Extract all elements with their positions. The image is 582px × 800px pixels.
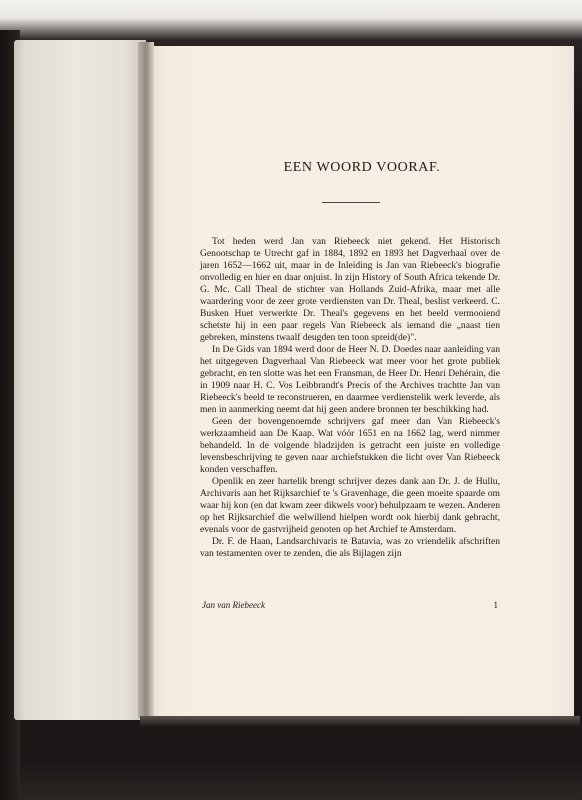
page-bottom-shadow bbox=[140, 716, 580, 726]
running-title: Jan van Riebeeck bbox=[202, 600, 265, 610]
paragraph: Tot heden werd Jan van Riebeeck niet gekend. Het Historisch Genootschap te Utrecht gaf in 1884, 1892 en 1893 het Dagverhaal over de jaren 1652—1662 uit, maar in de Inleiding is Jan van Riebeeck's biografie onvolledig en hier en daar onjuist. In zijn History of South Africa tekende Dr. G. Mc. Call Theal de stichter van Hollands Zuid-Afrika, maar met alle waardering voor de zeer grote verdiensten van Dr. Theal, beslist verkeerd. C. Busken Huet verwerkte Dr. Theal's gegevens en het beeld vermooiend schetste hij in een paar regels Van Riebeeck als iemand die „naast tien gebreken, minstens twaalf deugden ten toon spreid(de)". bbox=[200, 236, 500, 343]
body-text bbox=[200, 236, 500, 560]
paragraph: Dr. F. de Haan, Landsarchivaris te Batavia, was zo vriendelik afschriften van testamenten over te zenden, die als Bijlagen zijn bbox=[200, 536, 500, 559]
book-left-leaf bbox=[14, 40, 146, 720]
paragraph: In De Gids van 1894 werd door de Heer N. D. Doedes naar aanleiding van het uitgegeven Dagverhaal Van Riebeeck wat meer voor het grote publiek gebracht, en ten slotte was het een Fransman, de Heer Dr. Henri Dehérain, die in 1909 naar H. C. Vos Leibbrandt's Precis of the Archives trachtte Jan van Riebeeck's beeld te reconstrueren, en daarmee verdienstelik werk leverde, als men in aanmerking neemt dat hij geen andere bronnen ter beschikking had. bbox=[200, 344, 500, 415]
page-number: 1 bbox=[493, 600, 498, 610]
title-rule bbox=[322, 202, 380, 203]
book-gutter bbox=[138, 42, 154, 718]
paragraph: Geen der bovengenoemde schrijvers gaf meer dan Van Riebeeck's werkzaamheid aan De Kaap. Wat vóór 1651 en na 1662 lag, werd nimmer behandeld. In de volgende bladzijden is getracht een juiste en volledige levensbeschrijving te geven naar archiefstukken die licht over Van Riebeeck konden verschaffen. bbox=[200, 416, 500, 475]
chapter-title: EEN WOORD VOORAF. bbox=[283, 160, 441, 175]
paragraph: Openlik en zeer hartelik brengt schrijver dezes dank aan Dr. J. de Hullu, Archivaris aan het Rijksarchief te 's Gravenhage, die geen moeite spaarde om waar hij kon (en dat kwam zeer dikwels voor) behulpzaam te wezen. Anderen op het Rijksarchief die welwillend hielpen wordt ook hierbij dank gebracht, evenals voor de gastvrijheid genoten op het Archief te Amsterdam. bbox=[200, 476, 500, 535]
page-footer bbox=[202, 600, 498, 612]
